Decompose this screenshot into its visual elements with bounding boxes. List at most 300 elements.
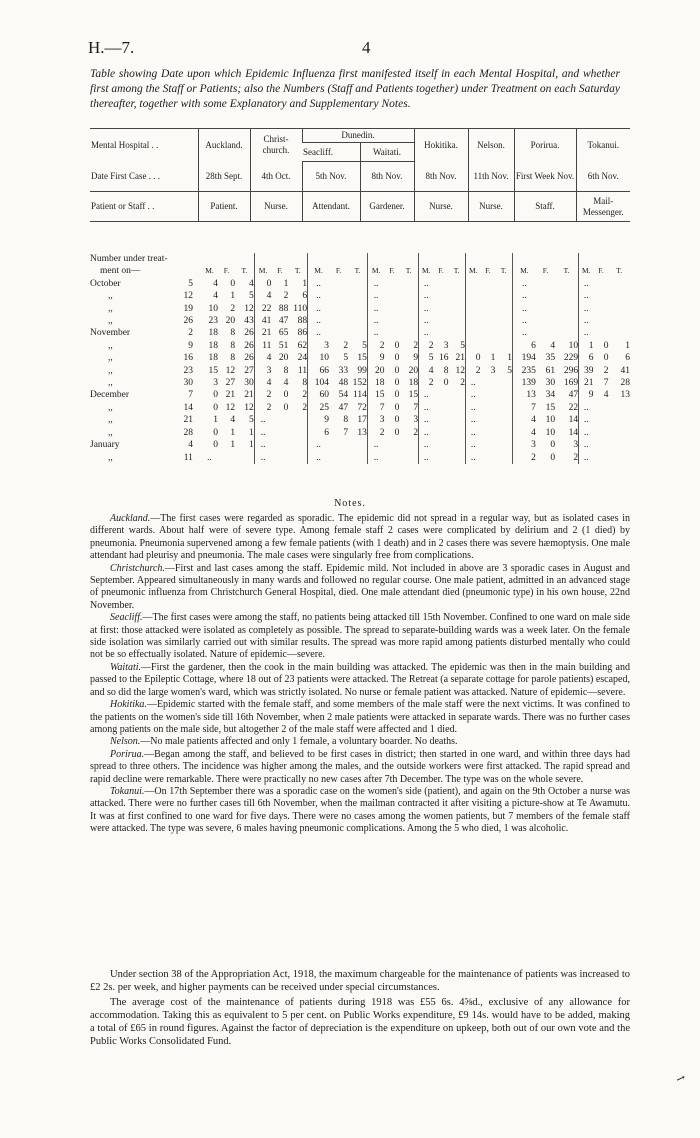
cell-value: 20 — [278, 353, 289, 364]
cell-value: 16 — [438, 353, 449, 364]
cell-value: 3 — [443, 340, 449, 351]
cell-value: 60 — [308, 389, 329, 401]
cell-value: .. — [466, 402, 481, 414]
cell-value: 18 — [367, 377, 384, 389]
row-month: ,, — [108, 316, 113, 327]
cell-value: 296 — [563, 365, 579, 376]
cell-value — [399, 278, 418, 290]
cell-value: 2 — [367, 427, 384, 439]
cell-value — [480, 402, 495, 414]
cell-value — [384, 290, 399, 302]
cell-value: 2 — [343, 340, 349, 351]
cell-value — [495, 278, 512, 290]
sex-column-header: M. — [512, 265, 535, 277]
cell-value: .. — [466, 377, 481, 389]
who-row-label: Patient or Staff . . — [90, 192, 198, 222]
cell-value — [608, 402, 630, 414]
cell-value: 18 — [208, 353, 218, 364]
cell-value: 4 — [254, 290, 271, 302]
note-paragraph — [90, 749, 630, 786]
hospital-name: Porirua. — [514, 129, 576, 162]
cell-value: 1 — [302, 278, 308, 289]
row-month: ,, — [108, 402, 113, 413]
cell-value: .. — [419, 414, 434, 426]
cell-value: 26 — [244, 328, 254, 339]
cell-value: 12 — [455, 365, 466, 376]
cell-value — [536, 315, 555, 327]
row-day: 23 — [183, 365, 193, 376]
cell-value: 22 — [254, 303, 271, 315]
cell-value: 0 — [213, 402, 218, 413]
first-case-date: 8th Nov. — [360, 162, 414, 192]
cell-value: 9 — [367, 352, 384, 364]
table-row — [90, 327, 630, 339]
cell-value: 10 — [308, 352, 329, 364]
page-number: 4 — [362, 38, 371, 57]
note-text: —On 17th September there was a sporadic case on the women's side (patient), and again on the 9th October a nurse was attacked. There were no further cases till 6th November, when the mailman contracted it after visiting a picture-show at Te Awamutu. It was at first confined to one ward for five days. There were no cases among the women patients, but 7 members of the female staff were attacked. The type was severe, 6 males having pneumonic complications. Among the 5 who died, 1 was alcoholic. — [90, 785, 630, 835]
cell-value — [448, 327, 465, 339]
cell-value: 21 — [254, 327, 271, 339]
cell-value: .. — [419, 278, 434, 290]
cell-value: 72 — [357, 402, 367, 413]
cell-value — [594, 290, 609, 302]
cell-value: 21 — [579, 377, 594, 389]
cell-value: .. — [512, 290, 535, 302]
row-day: 30 — [183, 378, 193, 389]
cell-value — [434, 315, 449, 327]
cell-value — [434, 290, 449, 302]
row-day: 11 — [183, 452, 193, 463]
cell-value: 5 — [507, 365, 512, 376]
cell-value: 0 — [603, 340, 609, 351]
cell-value — [384, 278, 399, 290]
cell-value — [555, 327, 578, 339]
cell-value: 5 — [249, 415, 254, 426]
cell-value: 0 — [254, 278, 271, 290]
spacer-cell — [579, 253, 630, 265]
cell-value: 1 — [230, 440, 236, 451]
cell-value: 26 — [244, 340, 254, 351]
cell-value: 9 — [413, 353, 419, 364]
cell-value — [448, 290, 465, 302]
cell-value: 15 — [357, 353, 367, 364]
cell-value: 11 — [297, 365, 308, 376]
cell-value: 3 — [413, 415, 419, 426]
cell-value — [536, 278, 555, 290]
cell-value: 0 — [603, 353, 609, 364]
cell-value — [466, 303, 481, 315]
table-row — [90, 303, 630, 315]
cell-value: 2 — [603, 365, 609, 376]
cell-value: 9 — [579, 389, 594, 401]
note-text: —Epidemic started with the female staff, and some members of the male staff were the next victims. It was confined to the patients on the women's side till 16th November, when 2 male patients were attacked in separate wards. There was no further cases among patients on the male side, but altogether 2 of the male staff were affected and 1 died. — [90, 699, 630, 735]
cell-value: .. — [579, 315, 594, 327]
cell-value — [608, 290, 630, 302]
cell-value: 0 — [283, 402, 289, 413]
cell-value — [480, 315, 495, 327]
cell-value: 4 — [550, 340, 556, 351]
treatment-label: ment on— — [100, 266, 141, 277]
cell-value — [434, 327, 449, 339]
note-text: —First the gardener, then the cook in the main building was attacked. The epidemic was then in the main building and passed to the Epileptic Cottage, where 18 out of 23 patients were attacked. The Retreat (a separate cottage for parole patients) escaped, and so did the large women's ward, which was strictly isolated. No nurse or female patient was attacked. Nature of epidemic—severe. — [90, 661, 630, 698]
cell-value: .. — [308, 278, 329, 290]
cell-value: 4 — [512, 414, 535, 426]
cell-value — [495, 327, 512, 339]
cell-value — [235, 452, 254, 464]
cell-value — [271, 452, 288, 464]
cell-value: .. — [579, 327, 594, 339]
cell-value: 8 — [230, 353, 236, 364]
cell-value: 62 — [297, 340, 308, 351]
cell-value: 34 — [545, 390, 556, 401]
cell-value — [594, 452, 609, 464]
cell-value: .. — [308, 303, 329, 315]
cell-value: .. — [579, 303, 594, 315]
cell-value: .. — [254, 452, 271, 464]
cell-value — [399, 303, 418, 315]
sex-column-header: T. — [354, 266, 361, 276]
cell-value: 2 — [367, 340, 384, 352]
cell-value: 11 — [254, 340, 271, 352]
cell-value: 2 — [230, 303, 236, 314]
cell-value — [348, 452, 367, 464]
table-row — [90, 265, 630, 277]
cell-value — [608, 414, 630, 426]
cell-value: 4 — [419, 365, 434, 377]
cell-value: 27 — [244, 365, 254, 376]
note-hospital-name: Seacliff. — [110, 612, 143, 624]
cell-value: .. — [579, 439, 594, 451]
row-day: 14 — [183, 402, 193, 413]
cell-value — [288, 452, 307, 464]
cell-value: 8 — [283, 365, 289, 376]
cell-value: 0 — [550, 440, 556, 451]
sex-column-header: F. — [277, 266, 283, 276]
cell-value: 28 — [620, 378, 630, 389]
row-month: ,, — [108, 353, 113, 364]
cell-value: 88 — [278, 303, 289, 314]
cell-value — [434, 427, 449, 439]
cell-value: .. — [512, 327, 535, 339]
table-row — [90, 253, 630, 265]
cell-value: .. — [579, 452, 594, 464]
cell-value — [448, 303, 465, 315]
cell-value: 35 — [545, 353, 556, 364]
cell-value — [480, 303, 495, 315]
note-text: —No male patients affected and only 1 female, a voluntary boarder. No deaths. — [140, 736, 458, 748]
treatment-table — [90, 253, 630, 464]
cell-value — [480, 278, 495, 290]
row-day: 26 — [183, 316, 193, 327]
cell-value: 12 — [244, 402, 254, 413]
cell-value — [555, 290, 578, 302]
cell-value: 13 — [512, 389, 535, 401]
cell-value: 3 — [213, 378, 218, 389]
first-case-person: Gardener. — [360, 192, 414, 222]
cell-value: 2 — [573, 452, 579, 463]
cell-value: 12 — [244, 303, 254, 314]
hospital-name: Tokanui. — [576, 129, 630, 162]
row-month: January — [90, 440, 120, 451]
cell-value: 0 — [213, 427, 218, 438]
cell-value: .. — [308, 452, 329, 464]
cell-value: .. — [419, 439, 434, 451]
cell-value: 229 — [563, 353, 579, 364]
cell-value — [448, 402, 465, 414]
cell-value: .. — [308, 290, 329, 302]
cell-value: 54 — [338, 390, 349, 401]
cell-value — [434, 439, 449, 451]
table-row — [90, 402, 630, 414]
date-row-label: Date First Case . . . — [90, 162, 198, 192]
cell-value — [348, 303, 367, 315]
cell-value: 152 — [352, 378, 367, 389]
cell-value: 6 — [625, 353, 630, 364]
table-row — [90, 278, 630, 290]
note-paragraph — [90, 662, 630, 699]
cell-value: 104 — [308, 377, 329, 389]
cell-value — [594, 414, 609, 426]
sex-column-header: M. — [466, 265, 481, 277]
cell-value — [480, 290, 495, 302]
first-case-date: 8th Nov. — [414, 162, 468, 192]
cell-value: 2 — [512, 452, 535, 464]
cell-value — [448, 452, 465, 464]
cell-value: 2 — [466, 365, 481, 377]
note-hospital-name: Nelson. — [110, 736, 141, 748]
cell-value: 169 — [563, 378, 579, 389]
cell-value: 5 — [249, 291, 254, 302]
cell-value: .. — [308, 439, 329, 451]
cell-value: 26 — [244, 353, 254, 364]
cell-value — [448, 439, 465, 451]
row-day: 12 — [183, 291, 193, 302]
cell-value: 1 — [579, 340, 594, 352]
cell-value — [495, 452, 512, 464]
cell-value — [288, 414, 307, 426]
note-hospital-name: Waitati. — [110, 661, 142, 673]
cell-value — [608, 439, 630, 451]
cell-value: .. — [254, 414, 271, 426]
first-case-person: Patient. — [198, 192, 250, 222]
first-case-person: Staff. — [514, 192, 576, 222]
cell-value — [495, 389, 512, 401]
sex-column-header: F. — [598, 266, 604, 276]
cell-value: 4 — [512, 427, 535, 439]
cell-value: 2 — [460, 378, 466, 389]
note-paragraph — [90, 699, 630, 736]
table-caption: Table showing Date upon which Epidemic Influenza first manifested itself in each Mental Hospital, and whether first among the Staff or Patients; also the Numbers (Staff and Patients together) under Treatment on each Saturday thereafter, together with some Explanatory and Supplementary Notes. — [90, 68, 620, 110]
cell-value: 12 — [225, 402, 236, 413]
cell-value: 2 — [254, 402, 271, 414]
cell-value: 18 — [208, 340, 218, 351]
cell-value — [448, 414, 465, 426]
cell-value: .. — [579, 427, 594, 439]
cell-value: 10 — [545, 415, 556, 426]
cell-value — [348, 327, 367, 339]
cell-value: 20 — [367, 365, 384, 377]
table-row — [90, 352, 630, 364]
cell-value: 2 — [254, 389, 271, 401]
cell-value: 15 — [408, 390, 419, 401]
cell-value — [288, 439, 307, 451]
row-month: ,, — [108, 427, 113, 438]
cell-value: 12 — [225, 365, 236, 376]
cell-value — [480, 414, 495, 426]
cell-value: 41 — [254, 315, 271, 327]
cell-value — [329, 452, 348, 464]
cell-value: .. — [419, 427, 434, 439]
first-case-date: 5th Nov. — [302, 162, 360, 192]
cell-value — [434, 402, 449, 414]
note-paragraph — [90, 786, 630, 836]
note-text: —First and last cases among the staff. Epidemic mild. Not included in above are 3 sporadic cases in August and September. Appeared simultaneously in many wards and followed no regular course. One male patient, admitted in an advanced stage of pneumonic influenza from Christchurch General Hospital, died. One male attendant died (pneumonic type) in his own house, 22nd November. — [90, 562, 630, 611]
cell-value: 66 — [308, 365, 329, 377]
cell-value — [448, 315, 465, 327]
cell-value — [384, 327, 399, 339]
cell-value — [536, 303, 555, 315]
cell-value: 2 — [302, 402, 308, 413]
cell-value: 139 — [512, 377, 535, 389]
cell-value — [448, 278, 465, 290]
cell-value: 7 — [343, 427, 349, 438]
hospital-name: Nelson. — [468, 129, 514, 162]
cell-value: 6 — [579, 352, 594, 364]
cell-value — [399, 452, 418, 464]
cell-value: .. — [367, 303, 384, 315]
cell-value: 24 — [297, 353, 308, 364]
sex-column-header: M. — [579, 265, 594, 277]
cell-value: 3 — [254, 365, 271, 377]
note-hospital-name: Christchurch. — [110, 562, 165, 574]
cell-value: 4 — [283, 378, 289, 389]
cell-value: 14 — [568, 415, 579, 426]
sex-column-header: F. — [335, 266, 342, 276]
cell-value: 6 — [302, 291, 308, 302]
cell-value — [329, 327, 348, 339]
cell-value: 13 — [357, 427, 367, 438]
cell-value: 2 — [413, 427, 419, 438]
cell-value: 47 — [568, 390, 579, 401]
cell-value: 0 — [213, 440, 218, 451]
cell-value: 13 — [620, 390, 630, 401]
cell-value: 51 — [278, 340, 289, 351]
cell-value: 14 — [568, 427, 579, 438]
cell-value: 0 — [394, 340, 400, 351]
first-case-date: 6th Nov. — [576, 162, 630, 192]
hospital-row-label: Mental Hospital . . — [90, 129, 198, 162]
cell-value: 3 — [367, 414, 384, 426]
cell-value: 8 — [230, 328, 236, 339]
cell-value: .. — [419, 327, 434, 339]
cell-value: 7 — [367, 402, 384, 414]
cell-value: 2 — [419, 340, 434, 352]
table-row — [90, 452, 630, 464]
cell-value: 43 — [244, 316, 254, 327]
sex-column-header: M. — [308, 265, 329, 277]
sex-column-header: F. — [438, 266, 444, 276]
first-case-person: Nurse. — [468, 192, 514, 222]
spacer-cell — [254, 253, 307, 265]
cell-value: 0 — [394, 427, 400, 438]
cell-value — [434, 278, 449, 290]
cell-value — [399, 290, 418, 302]
cell-value — [271, 439, 288, 451]
cell-value — [348, 290, 367, 302]
cell-value: 25 — [308, 402, 329, 414]
row-day: 9 — [188, 340, 193, 351]
cell-value: .. — [308, 327, 329, 339]
row-month: ,, — [108, 340, 113, 351]
cell-value: 86 — [297, 328, 308, 339]
note-hospital-name: Porirua. — [110, 748, 145, 760]
cell-value: 10 — [568, 340, 579, 351]
sex-column-header: F. — [223, 266, 230, 276]
cell-value — [434, 303, 449, 315]
hospital-name: Hokitika. — [414, 129, 468, 162]
note-paragraph — [90, 736, 630, 748]
table-row — [90, 315, 630, 327]
cell-value — [594, 278, 609, 290]
cell-value — [480, 377, 495, 389]
table-row — [90, 290, 630, 302]
cell-value: .. — [419, 389, 434, 401]
cell-value — [448, 389, 465, 401]
cell-value: .. — [367, 439, 384, 451]
spacer-cell — [308, 253, 368, 265]
cell-value: .. — [367, 315, 384, 327]
spacer-cell — [201, 253, 254, 265]
cell-value: 2 — [413, 340, 419, 351]
cell-value — [329, 278, 348, 290]
table-row — [90, 427, 630, 439]
cell-value: 4 — [249, 278, 254, 289]
table-row — [90, 389, 630, 401]
cell-value: 0 — [394, 402, 400, 413]
row-day: 2 — [188, 328, 193, 339]
hospital-name: Christ-church. — [250, 129, 302, 162]
table-row — [90, 365, 630, 377]
cell-value — [608, 327, 630, 339]
cell-value — [466, 290, 481, 302]
first-case-person: Attendant. — [302, 192, 360, 222]
sex-column-header: F. — [389, 266, 395, 276]
cell-value: 8 — [302, 378, 308, 389]
cell-value: 1 — [230, 291, 236, 302]
cell-value: 20 — [408, 365, 419, 376]
note-text: —The first cases were among the staff, no patients being attacked till 15th November. Confined to one ward on male side at first: those attacked were isolated as completely as possible. The spread to separate-building wards was a week later. On the female side isolation was similarly carried out with similar results. The spread was more rapid among patients disturbed mentally who could not be so effectually isolated. Nature of epidemic—severe. — [90, 612, 630, 661]
margin-mark: ↗ — [674, 1071, 687, 1087]
cell-value: 3 — [308, 340, 329, 352]
cell-value — [495, 439, 512, 451]
row-month: ,, — [108, 452, 113, 463]
first-case-person: Mail-Messenger. — [576, 192, 630, 222]
cell-value: 7 — [603, 378, 609, 389]
cell-value: .. — [512, 315, 535, 327]
first-case-date: First Week Nov. — [514, 162, 576, 192]
cell-value — [466, 315, 481, 327]
cell-value: 4 — [213, 278, 218, 289]
cell-value: 0 — [466, 352, 481, 364]
row-month: December — [90, 390, 130, 401]
cell-value: 39 — [579, 365, 594, 377]
cell-value — [608, 452, 630, 464]
closing-paragraph: The average cost of the maintenance of patients during 1918 was £55 6s. 4⅝d., exclusive of any allowance for accommodation. Taking this as equivalent to 5 per cent. on Public Works expenditure, £9 14s. would have to be added, making a total of £65 in round figures. Against the factor of depreciation is the expenditure on upkeep, both out of our own vote and the Public Works Consolidated Fund. — [90, 997, 630, 1047]
sex-column-header: T. — [453, 266, 460, 276]
cell-value — [480, 389, 495, 401]
cell-value — [384, 303, 399, 315]
cell-value: .. — [367, 327, 384, 339]
